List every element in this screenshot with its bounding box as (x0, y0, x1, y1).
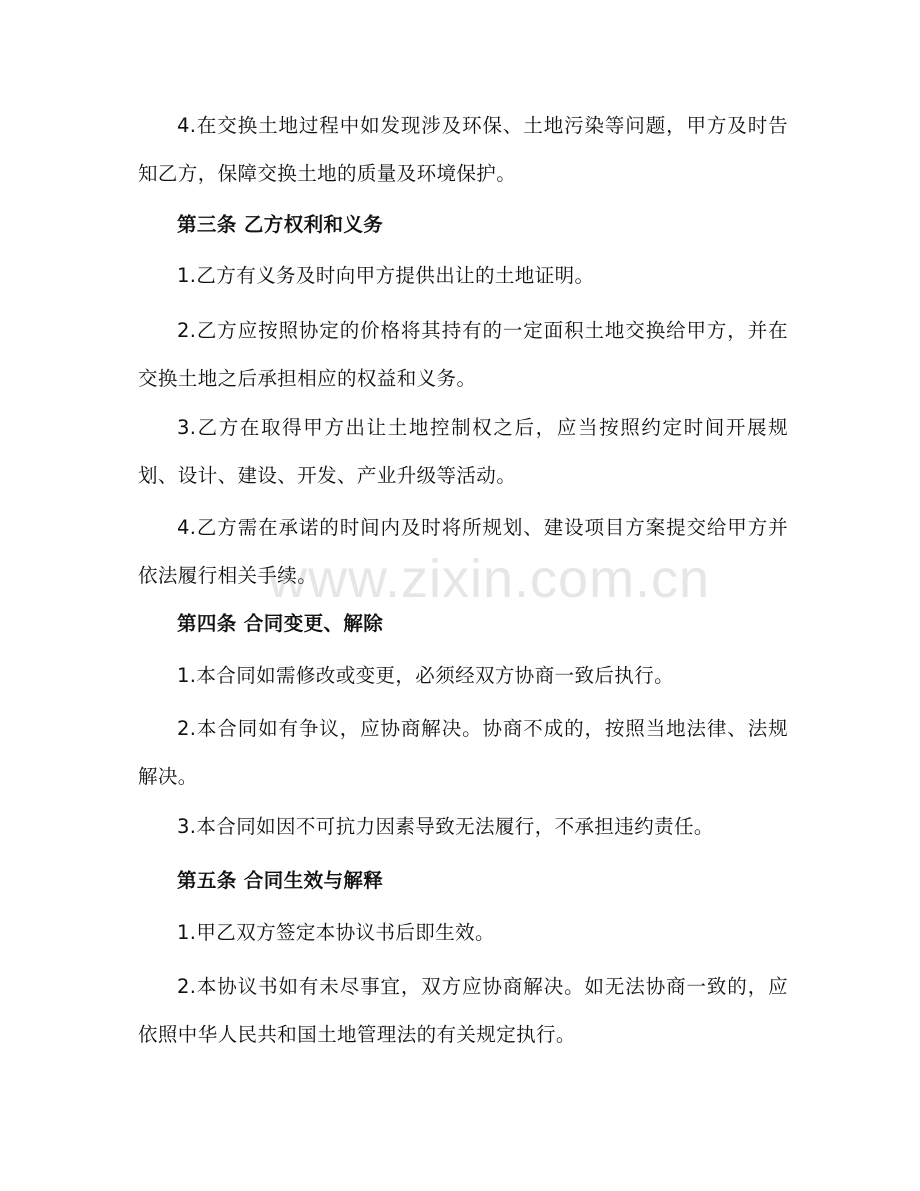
clause-4-2: 2.本合同如有争议，应协商解决。协商不成的，按照当地法律、法规解决。 (138, 717, 788, 788)
article-3-heading: 第三条 乙方权利和义务 (177, 213, 384, 236)
article-4-heading: 第四条 合同变更、解除 (177, 612, 384, 635)
clause-4-1: 1.本合同如需修改或变更，必须经双方协商一致后执行。 (177, 664, 675, 687)
clause-3-1: 1.乙方有义务及时向甲方提供出让的土地证明。 (177, 264, 595, 287)
clause-3-3: 3.乙方在取得甲方出让土地控制权之后，应当按照约定时间开展规划、设计、建设、开发、产业升级等活动。 (138, 416, 788, 487)
clause-3-2: 2.乙方应按照协定的价格将其持有的一定面积土地交换给甲方，并在交换土地之后承担相应的权益和义务。 (138, 319, 788, 390)
clause-2-4: 4.在交换土地过程中如发现涉及环保、土地污染等问题，甲方及时告知乙方，保障交换土地的质量及环境保护。 (138, 114, 788, 185)
clause-3-4: 4.乙方需在承诺的时间内及时将所规划、建设项目方案提交给甲方并依法履行相关手续。 (138, 516, 788, 587)
article-5-heading: 第五条 合同生效与解释 (177, 869, 384, 892)
clause-5-1: 1.甲乙双方签定本协议书后即生效。 (177, 921, 495, 944)
watermark: www.zixin.com.cn (268, 549, 711, 609)
clause-5-2: 2.本协议书如有未尽事宜，双方应协商解决。如无法协商一致的，应依照中华人民共和国土地管理法的有关规定执行。 (138, 975, 788, 1046)
clause-4-3: 3.本合同如因不可抗力因素导致无法履行，不承担违约责任。 (177, 815, 714, 838)
